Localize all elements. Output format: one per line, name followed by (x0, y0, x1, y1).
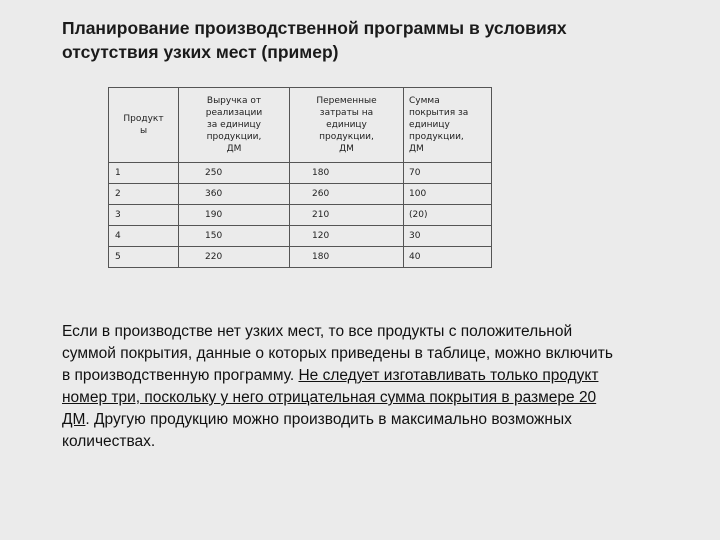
table-header-row (109, 88, 492, 163)
explanation-underlined-text: Не следует изготавливать только продукт номер три, поскольку у него отрицательная сумма покрытия в размере 20 ДМ (62, 367, 599, 428)
title-line-1: Планирование производственной программы в условиях (62, 18, 567, 38)
table-row (109, 184, 492, 205)
explanation-paragraph (62, 321, 622, 453)
cell-variable-costs: 120 (290, 226, 404, 247)
slide-title (62, 16, 672, 64)
contribution-margin-table (108, 87, 492, 268)
table-row (109, 226, 492, 247)
cell-contribution-margin: (20) (404, 205, 492, 226)
table-row (109, 163, 492, 184)
cell-revenue: 190 (179, 205, 290, 226)
cell-product: 1 (109, 163, 179, 184)
header-product: Продукт ы (109, 88, 179, 163)
cell-revenue: 220 (179, 247, 290, 268)
table-row (109, 247, 492, 268)
cell-revenue: 250 (179, 163, 290, 184)
explanation-text: Если в производстве нет узких мест, то все продукты с положительной суммой покрытия, данные о которых приведены в таблице, можно включить в производственную программу. (62, 323, 613, 384)
title-line-2: отсутствия узких мест (пример) (62, 42, 339, 62)
header-variable-costs: Переменные затраты на единицу продукции, ДМ (290, 88, 404, 163)
explanation-text-end: . Другую продукцию можно производить в максимально возможных количествах. (62, 411, 572, 450)
cell-variable-costs: 180 (290, 163, 404, 184)
cell-variable-costs: 210 (290, 205, 404, 226)
cell-variable-costs: 260 (290, 184, 404, 205)
cell-contribution-margin: 30 (404, 226, 492, 247)
header-contribution-margin: Сумма покрытия за единицу продукции, ДМ (404, 88, 492, 163)
cell-product: 2 (109, 184, 179, 205)
cell-revenue: 360 (179, 184, 290, 205)
table-row (109, 205, 492, 226)
header-revenue: Выручка от реализации за единицу продукции, ДМ (179, 88, 290, 163)
cell-revenue: 150 (179, 226, 290, 247)
cell-product: 3 (109, 205, 179, 226)
cell-contribution-margin: 100 (404, 184, 492, 205)
cell-variable-costs: 180 (290, 247, 404, 268)
cell-contribution-margin: 70 (404, 163, 492, 184)
cell-product: 4 (109, 226, 179, 247)
cell-product: 5 (109, 247, 179, 268)
cell-contribution-margin: 40 (404, 247, 492, 268)
